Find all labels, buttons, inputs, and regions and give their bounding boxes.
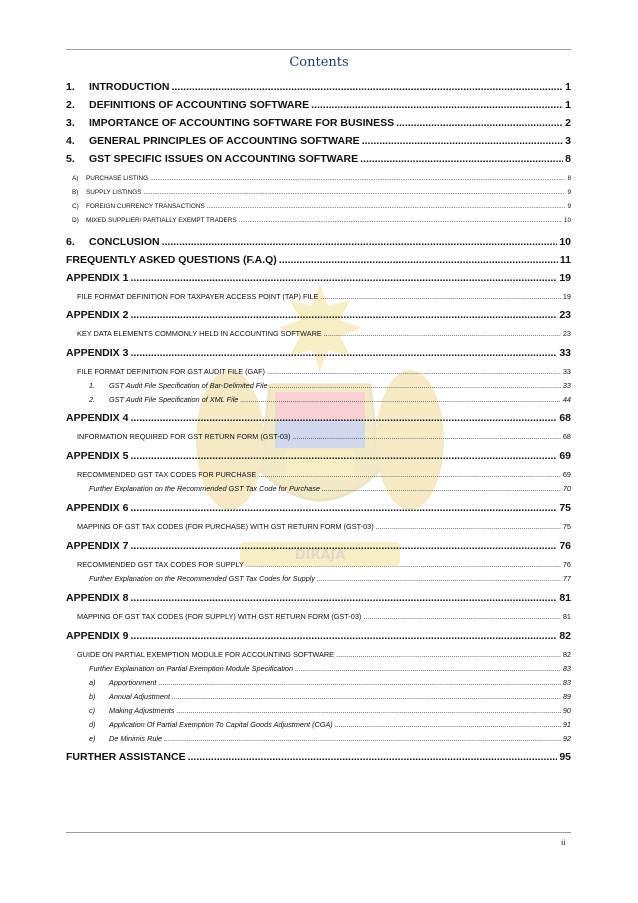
toc-entry-appendix-5[interactable]: APPENDIX 5 ..... 69 bbox=[66, 450, 571, 462]
toc-entry-purchase-explanation[interactable]: Further Explanation on the Recommended GST Tax Code for Purchase ..... 70 bbox=[66, 484, 571, 493]
toc-entry-mapping-supply[interactable]: MAPPING OF GST TAX CODES (FOR SUPPLY) WITH GST RETURN FORM (GST-03) ..... 81 bbox=[66, 612, 571, 621]
top-rule bbox=[66, 49, 571, 50]
toc-entry-annual-adjustment[interactable]: b) Annual Adjustment ..... 89 bbox=[66, 692, 571, 701]
toc-entry-appendix-8[interactable]: APPENDIX 8 ..... 81 bbox=[66, 592, 571, 604]
toc-entry-definitions[interactable]: 2. DEFINITIONS OF ACCOUNTING SOFTWARE ..... 1 bbox=[66, 99, 571, 111]
toc-entry-mapping-purchase[interactable]: MAPPING OF GST TAX CODES (FOR PURCHASE) WITH GST RETURN FORM (GST-03) ..... 75 bbox=[66, 522, 571, 531]
toc-entry-appendix-6[interactable]: APPENDIX 6 ..... 75 bbox=[66, 502, 571, 514]
toc-entry-key-data-elements[interactable]: KEY DATA ELEMENTS COMMONLY HELD IN ACCOUNTING SOFTWARE ..... 23 bbox=[66, 329, 571, 338]
toc-entry-conclusion[interactable]: 6. CONCLUSION ..... 10 bbox=[66, 236, 571, 248]
toc-entry-mixed-supplier[interactable]: D) MIXED SUPPLIER/ PARTIALLY EXEMPT TRADERS ..... 10 bbox=[66, 217, 571, 224]
toc-entry-appendix-2[interactable]: APPENDIX 2 ..... 23 bbox=[66, 309, 571, 321]
toc-entry-apportionment[interactable]: a) Apportionment ..... 83 bbox=[66, 678, 571, 687]
toc-entry-gaf-file-format[interactable]: FILE FORMAT DEFINITION FOR GST AUDIT FILE (GAF) ..... 33 bbox=[66, 367, 571, 376]
toc-entry-appendix-3[interactable]: APPENDIX 3 ..... 33 bbox=[66, 347, 571, 359]
toc-entry-tax-codes-supply[interactable]: RECOMMENDED GST TAX CODES FOR SUPPLY ..... 76 bbox=[66, 560, 571, 569]
toc-entry-supply-explanation[interactable]: Further Explanation on the Recommended GST Tax Codes for Supply ..... 77 bbox=[66, 574, 571, 583]
toc-entry-purchase-listing[interactable]: A) PURCHASE LISTING ..... 8 bbox=[66, 175, 571, 182]
toc-entry-gst-specific-issues[interactable]: 5. GST SPECIFIC ISSUES ON ACCOUNTING SOFTWARE ..... 8 bbox=[66, 153, 571, 165]
svg-text:DIRAJA: DIRAJA bbox=[294, 548, 346, 563]
toc-entry-gaf-xml[interactable]: 2. GST Audit File Specification of XML File ..... 44 bbox=[66, 395, 571, 404]
page-number: ii bbox=[561, 838, 566, 847]
page-title: Contents bbox=[289, 55, 349, 70]
footer-rule bbox=[66, 832, 571, 833]
toc-entry-partial-exemption-explanation[interactable]: Further Explaination on Partial Exemption Module Specification ..... 83 bbox=[66, 664, 571, 673]
toc-entry-tap-file-format[interactable]: FILE FORMAT DEFINITION FOR TAXPAYER ACCESS POINT (TAP) FILE ..... 19 bbox=[66, 292, 571, 301]
toc-entry-tax-codes-purchase[interactable]: RECOMMENDED GST TAX CODES FOR PURCHASE ..... 69 bbox=[66, 470, 571, 479]
toc-entry-further-assistance[interactable]: FURTHER ASSISTANCE ..... 95 bbox=[66, 751, 571, 763]
toc-entry-de-minimis[interactable]: e) De Minimis Rule ..... 92 bbox=[66, 734, 571, 743]
toc-entry-general-principles[interactable]: 4. GENERAL PRINCIPLES OF ACCOUNTING SOFTWARE ..... 3 bbox=[66, 135, 571, 147]
toc-entry-importance[interactable]: 3. IMPORTANCE OF ACCOUNTING SOFTWARE FOR BUSINESS ..... 2 bbox=[66, 117, 571, 129]
toc-entry-appendix-7[interactable]: APPENDIX 7 ..... 76 bbox=[66, 540, 571, 552]
toc-entry-appendix-9[interactable]: APPENDIX 9 ..... 82 bbox=[66, 630, 571, 642]
toc-entry-gst-return-info[interactable]: INFORMATION REQUIRED FOR GST RETURN FORM (GST-03) ..... 68 bbox=[66, 432, 571, 441]
toc-entry-gaf-bar-delimited[interactable]: 1. GST Audit File Specification of Bar-Delimited File ..... 33 bbox=[66, 381, 571, 390]
toc-entry-supply-listings[interactable]: B) SUPPLY LISTINGS ..... 9 bbox=[66, 189, 571, 196]
toc-entry-faq[interactable]: FREQUENTLY ASKED QUESTIONS (F.A.Q) ..... 11 bbox=[66, 254, 571, 266]
toc-entry-making-adjustments[interactable]: c) Making Adjustments ..... 90 bbox=[66, 706, 571, 715]
toc-entry-partial-exemption-guide[interactable]: GUIDE ON PARTIAL EXEMPTION MODULE FOR ACCOUNTING SOFTWARE ..... 82 bbox=[66, 650, 571, 659]
toc-entry-introduction[interactable]: 1. INTRODUCTION ..... 1 bbox=[66, 81, 571, 93]
toc-entry-foreign-currency[interactable]: C) FOREIGN CURRENCY TRANSACTIONS ..... 9 bbox=[66, 203, 571, 210]
toc-entry-cga[interactable]: d) Application Of Partial Exemption To Capital Goods Adjustment (CGA) ..... 91 bbox=[66, 720, 571, 729]
toc-entry-appendix-1[interactable]: APPENDIX 1 ..... 19 bbox=[66, 272, 571, 284]
toc-entry-appendix-4[interactable]: APPENDIX 4 ..... 68 bbox=[66, 412, 571, 424]
